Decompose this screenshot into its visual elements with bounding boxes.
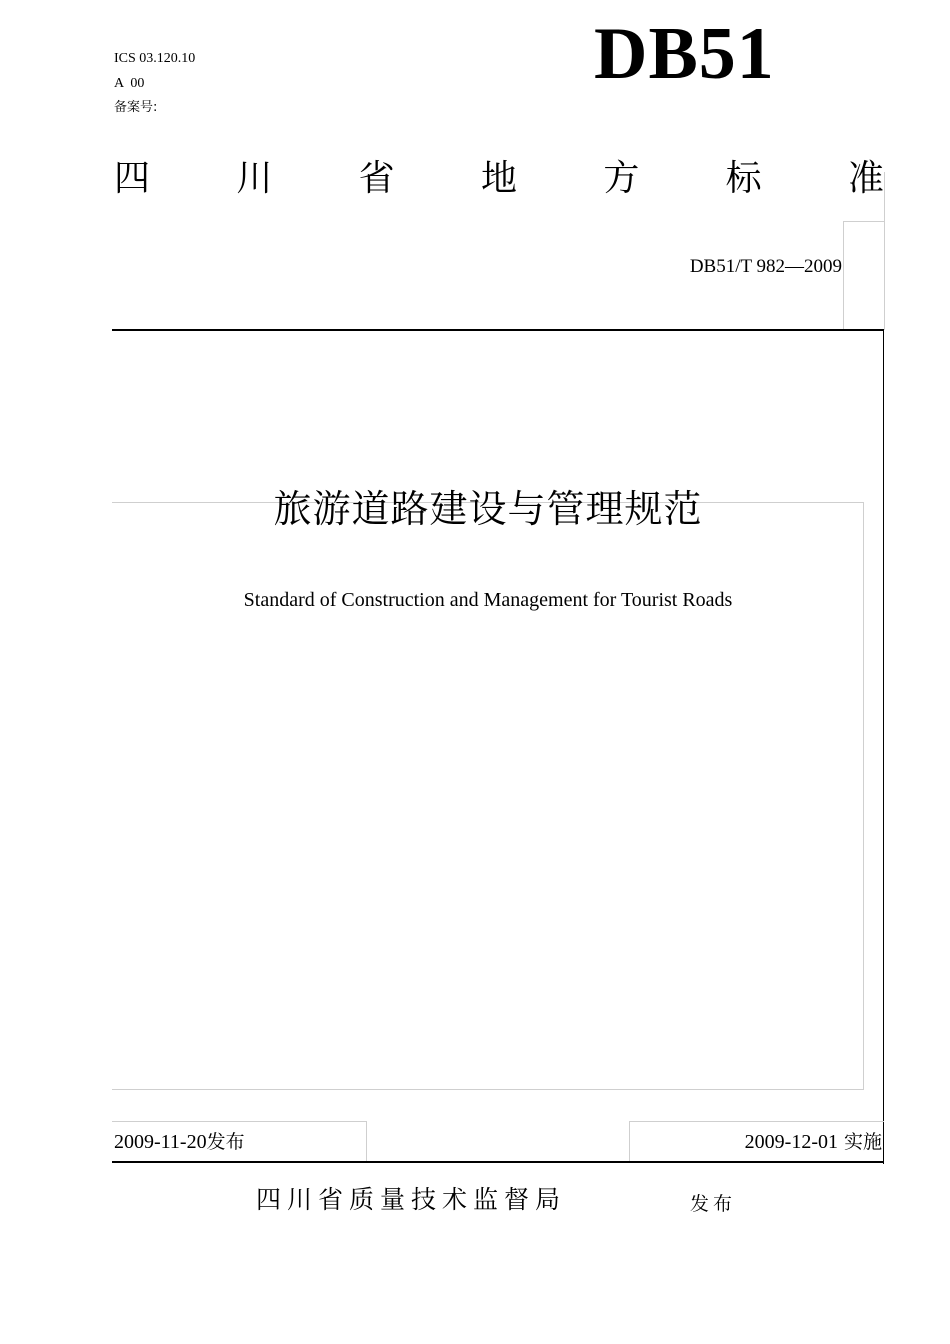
implement-date-value: 2009-12-01	[744, 1131, 838, 1153]
issue-date-label: 发布	[206, 1131, 245, 1153]
frame-line-inner-top	[843, 221, 884, 222]
right-border-line	[883, 329, 884, 1164]
db51-mark: DB51	[594, 13, 775, 95]
implement-date	[630, 1130, 882, 1154]
province-title-char: 省	[358, 158, 395, 199]
ccs-code: A 00	[114, 76, 145, 91]
title-frame-bottom	[112, 1089, 864, 1090]
province-title-char: 四	[114, 158, 151, 199]
frame-line-inner-left	[843, 221, 844, 329]
header-rule	[112, 329, 884, 331]
standard-number: DB51/T 982—2009	[689, 256, 842, 277]
ics-code: ICS 03.120.10	[114, 51, 196, 66]
frame-line-right-top	[884, 172, 885, 330]
province-title-char: 川	[236, 158, 273, 199]
province-title-char: 地	[480, 158, 517, 199]
document-title: 旅游道路建设与管理规范	[273, 487, 703, 531]
footer-rule	[112, 1161, 884, 1163]
province-standard-title	[114, 154, 884, 204]
province-title-char: 准	[847, 158, 884, 199]
issuing-label: 发布	[690, 1193, 737, 1215]
implement-date-label: 实施	[843, 1131, 882, 1153]
issuing-authority: 四川省质量技术监督局	[256, 1185, 567, 1214]
issue-date	[114, 1130, 245, 1154]
issue-date-value: 2009-11-20	[114, 1131, 207, 1153]
implement-date-box-top	[629, 1121, 884, 1122]
province-title-char: 标	[725, 158, 762, 199]
issue-date-box-top	[112, 1121, 367, 1122]
document-title-english: Standard of Construction and Management for Tourist Roads	[243, 589, 733, 611]
province-title-char: 方	[603, 158, 640, 199]
filing-number-label: 备案号:	[114, 100, 158, 115]
issue-date-box-right	[366, 1121, 367, 1162]
